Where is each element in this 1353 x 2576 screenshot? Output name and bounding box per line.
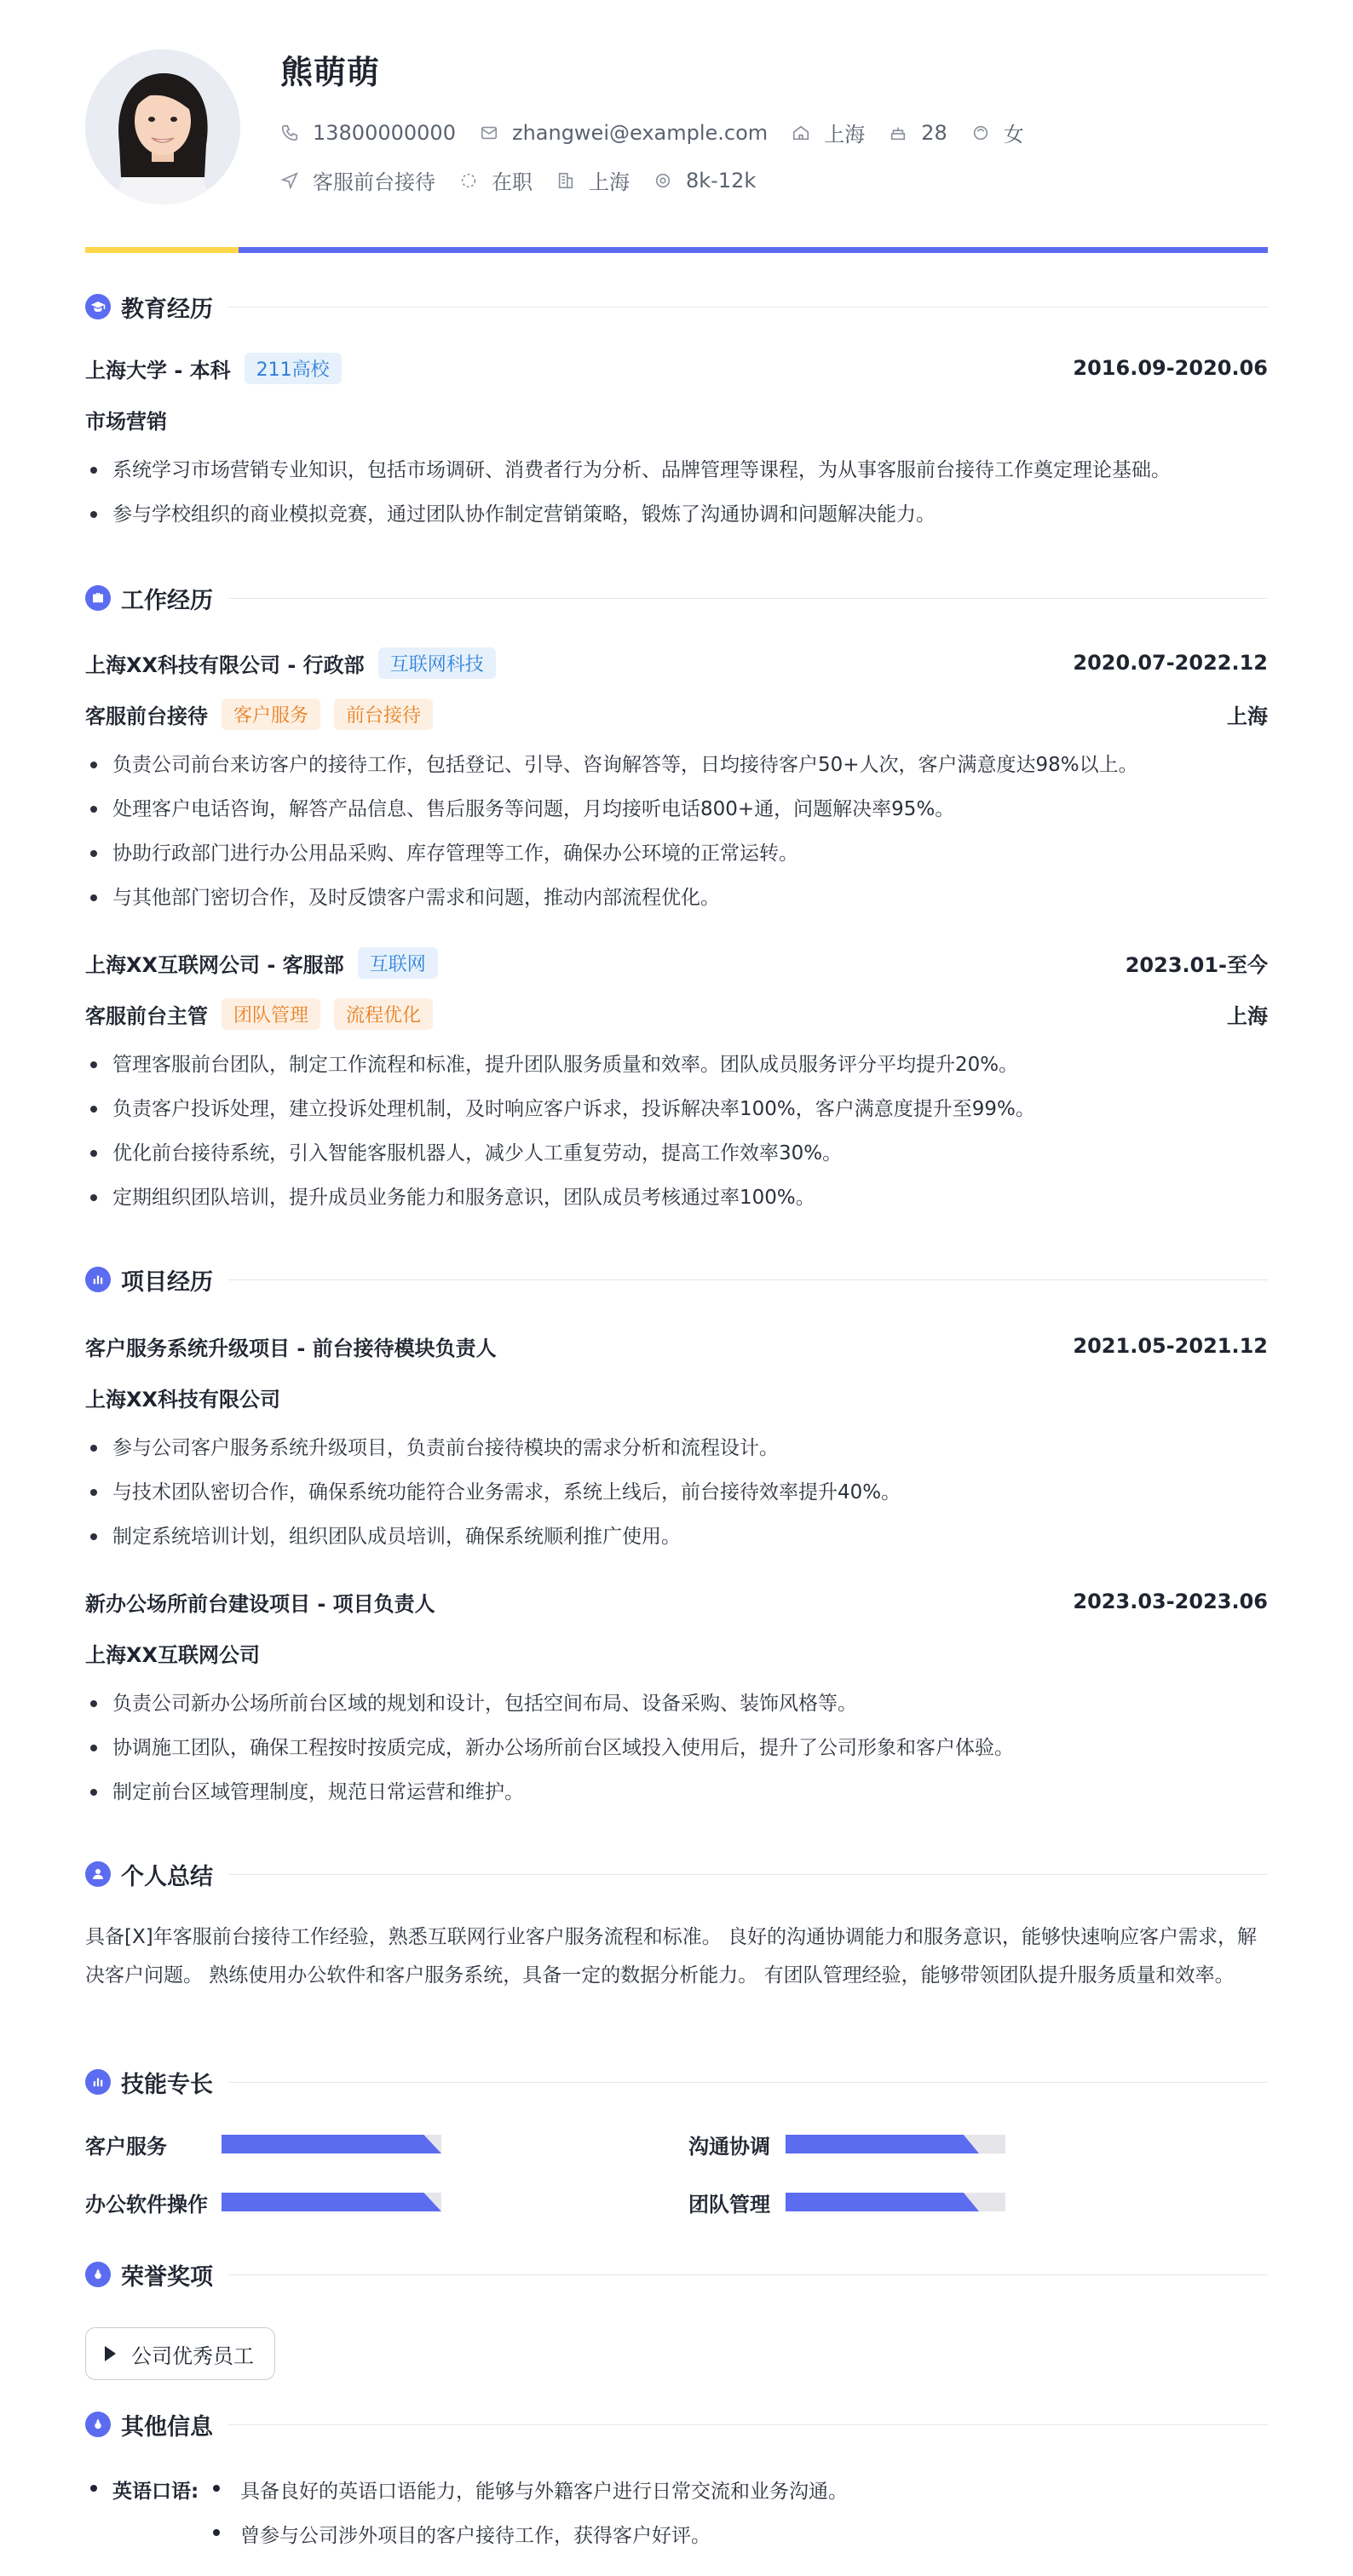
resume-header [85,0,1268,252]
list-item: 制定前台区域管理制度，规范日常运营和维护。 [85,1775,1268,1820]
list-item: 与其他部门密切合作，及时反馈客户需求和问题，推动内部流程优化。 [85,881,1268,925]
project-company: 上海XX科技有限公司 [85,1387,281,1412]
company-name: 上海XX互联网公司 - 客服部 [85,952,344,977]
header-divider [85,247,1268,253]
work-0-role-row [85,697,1268,731]
phone-item [280,121,456,145]
role-name: 客服前台接待 [85,704,208,728]
work-date: 2023.01-至今 [1125,952,1268,977]
email-item [480,121,768,145]
summary-text: 具备[X]年客服前台接待工作经验，熟悉互联网行业客户服务流程和标准。 良好的沟通协调能力和服务意识，能够快速响应客户需求，解决客户问题。 熟练使用办公软件和客户服务系统，具备一定的数据分析能力。 有团队管理经验，能够带领团队提升服务质量和效率。 [85,1926,1258,1987]
project-date: 2023.03-2023.06 [1073,1590,1268,1613]
status-item [459,165,533,195]
skill-bar [222,2193,441,2211]
education-major-row [85,402,1268,436]
send-icon [280,171,299,190]
section-title-education: 教育经历 [121,296,213,323]
project-1-bullets [85,1687,1268,1820]
other-item: 具备良好的英语口语能力，能够与外籍客户进行日常交流和业务沟通。 [240,2481,848,2503]
user-icon [85,1861,111,1887]
industry-tag: 互联网 [358,947,438,979]
target-city-value: 上海 [589,170,630,194]
age-item [889,121,947,145]
work-city: 上海 [1227,704,1268,728]
email-value: zhangwei@example.com [511,120,769,145]
cake-icon [889,124,907,142]
skill-name: 团队管理 [688,2192,770,2217]
project-company: 上海XX互联网公司 [85,1642,261,1667]
skill-bar-fill [222,2135,441,2153]
list-item: 协助行政部门进行办公用品采购、库存管理等工作，确保办公环境的正常运转。 [85,837,1268,881]
skill-bar [786,2135,1005,2153]
other-item: 曾参与公司涉外项目的客户接待工作，获得客户好评。 [240,2525,711,2547]
age-value: 28 [921,120,947,145]
skill-bar-fill [786,2193,979,2211]
skill-item [688,2130,770,2159]
medal-icon [85,2412,111,2437]
project-title: 新办公场所前台建设项目 - 项目负责人 [85,1591,435,1616]
list-item: 负责客户投诉处理，建立投诉处理机制，及时响应客户诉求，投诉解决率100%，客户满意度提升至99%。 [85,1092,1268,1136]
target-position-value: 客服前台接待 [313,170,435,194]
education-header [85,351,1268,385]
salary-value: 8k-12k [686,168,757,193]
bar-chart-icon [85,1267,111,1292]
contact-info-row [280,118,1048,147]
email-icon [480,124,498,142]
phone-value: 13800000000 [313,120,456,145]
building-icon [556,171,575,190]
section-projects [85,1262,1268,1297]
work-1-role-row [85,997,1268,1031]
list-item: 系统学习市场营销专业知识，包括市场调研、消费者行为分析、品牌管理等课程，为从事客服前台接待工作奠定理论基础。 [85,453,1268,497]
bullet-dot [213,2485,220,2492]
list-item: 负责公司前台来访客户的接待工作，包括登记、引导、咨询解答等，日均接待客户50+人次，客户满意度达98%以上。 [85,748,1268,792]
salary-item [653,169,756,193]
project-1-header [85,1584,1268,1619]
list-item: 协调施工团队，确保工程按时按质完成，新办公场所前台区域投入使用后，提升了公司形象和客户体验。 [85,1731,1268,1775]
work-city: 上海 [1227,1003,1268,1028]
education-date: 2016.09-2020.06 [1073,356,1268,380]
section-honors [85,2257,1268,2291]
list-item: 负责公司新办公场所前台区域的规划和设计，包括空间布局、设备采购、装饰风格等。 [85,1687,1268,1731]
role-name: 客服前台主管 [85,1003,208,1028]
location-value: 上海 [824,123,866,147]
school-name: 上海大学 - 本科 [85,358,231,382]
work-0-bullets [85,748,1268,925]
list-item: 参与公司客户服务系统升级项目，负责前台接待模块的需求分析和流程设计。 [85,1431,1268,1475]
section-skills [85,2065,1268,2099]
briefcase-icon [85,585,111,611]
work-0-header [85,646,1268,680]
job-intention-row [280,165,780,195]
gender-value: 女 [1003,123,1024,147]
major-name: 市场营销 [85,409,167,434]
candidate-name: 熊萌萌 [280,54,381,91]
location-item [792,118,865,147]
target-position-item [280,165,435,195]
skill-item [85,2188,208,2217]
project-date: 2021.05-2021.12 [1073,1334,1268,1358]
loading-icon [459,171,478,190]
section-summary [85,1857,1268,1891]
phone-icon [280,124,299,142]
bullet-dot [90,2485,97,2492]
project-0-company-row [85,1380,1268,1414]
skill-bar [786,2193,1005,2211]
honor-name: 公司优秀员工 [131,2343,254,2368]
company-name: 上海XX科技有限公司 - 行政部 [85,653,365,677]
graduation-cap-icon [85,294,111,319]
project-title: 客户服务系统升级项目 - 前台接待模块负责人 [85,1336,497,1360]
section-title-honors: 荣誉奖项 [121,2263,213,2291]
play-icon [105,2346,116,2361]
skill-bar-fill [786,2135,979,2153]
work-date: 2020.07-2022.12 [1073,651,1268,675]
skill-name: 沟通协调 [688,2134,770,2159]
industry-tag: 互联网科技 [378,647,496,679]
project-0-bullets [85,1431,1268,1564]
list-item: 定期组织团队培训，提升成员业务能力和服务意识，团队成员考核通过率100%。 [85,1181,1268,1225]
bullet-dot [213,2529,220,2536]
list-item: 参与学校组织的商业模拟竞赛，通过团队协作制定营销策略，锻炼了沟通协调和问题解决能力。 [85,497,1268,542]
list-item: 管理客服前台团队，制定工作流程和标准，提升团队服务质量和效率。团队成员服务评分平均提升20%。 [85,1048,1268,1092]
avatar [85,49,240,204]
list-item: 与技术团队密切合作，确保系统功能符合业务需求，系统上线后，前台接待效率提升40%。 [85,1475,1268,1520]
target-city-item [556,165,630,195]
coin-icon [653,171,672,190]
section-title-skills: 技能专长 [121,2071,213,2098]
bar-chart-icon [85,2069,111,2095]
face-icon [971,124,990,142]
gender-item [971,118,1024,147]
medal-icon [85,2262,111,2287]
skill-bar-fill [222,2193,441,2211]
home-icon [792,124,810,142]
role-tag: 流程优化 [334,998,433,1030]
list-item: 优化前台接待系统，引入智能客服机器人，减少人工重复劳动，提高工作效率30%。 [85,1136,1268,1181]
education-bullets [85,453,1268,542]
work-1-bullets [85,1048,1268,1225]
skill-bar [222,2135,441,2153]
skill-item [688,2188,770,2217]
other-label: 英语口语: [112,2481,199,2503]
project-0-header [85,1329,1268,1363]
list-item: 制定系统培训计划，组织团队成员培训，确保系统顺利推广使用。 [85,1520,1268,1564]
school-tag: 211高校 [245,353,342,384]
role-tag: 团队管理 [222,998,320,1030]
section-work [85,581,1268,615]
work-1-header [85,946,1268,980]
honor-badge [85,2327,275,2380]
section-title-projects: 项目经历 [121,1268,213,1296]
role-tag: 前台接待 [334,699,433,730]
status-value: 在职 [492,170,533,194]
skill-item [85,2130,167,2159]
section-title-other: 其他信息 [121,2413,213,2441]
section-other [85,2407,1268,2441]
skill-name: 客户服务 [85,2134,167,2159]
section-title-work: 工作经历 [121,587,213,614]
project-1-company-row [85,1636,1268,1670]
section-title-summary: 个人总结 [121,1863,213,1890]
list-item: 处理客户电话咨询，解答产品信息、售后服务等问题，月均接听电话800+通，问题解决率95%。 [85,792,1268,837]
section-education [85,290,1268,324]
skill-name: 办公软件操作 [85,2192,208,2217]
role-tag: 客户服务 [222,699,320,730]
